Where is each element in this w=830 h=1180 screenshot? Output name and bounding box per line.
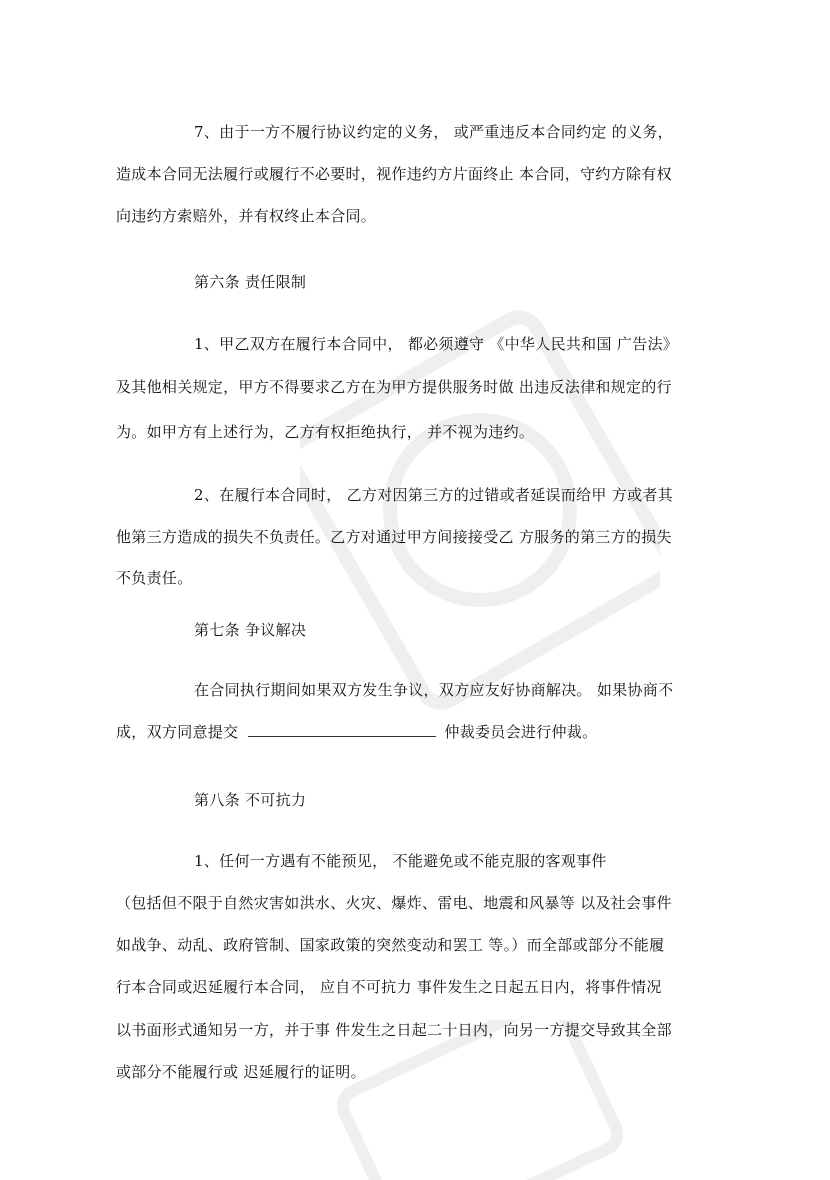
article-6-clause-2-line-3: 不负责任。 [116, 569, 193, 587]
clause-7-line-3: 向违约方索赔外，并有权终止本合同。 [116, 207, 377, 225]
clause-7-line-2: 造成本合同无法履行或履行不必要时，视作违约方片面终止 本合同，守约方除有权 [116, 165, 672, 183]
article-8-clause-1-line-5: 以书面形式通知另一方，并于事 件发生之日起二十日内，向另一方提交导致其全部 [116, 1021, 672, 1039]
clause-7-line-1: 7、由于一方不履行协议约定的义务， 或严重违反本合同约定 的义务， [194, 123, 673, 141]
article-7-text-after-blank: 仲裁委员会进行仲裁。 [444, 723, 598, 741]
article-7-text-line-1: 在合同执行期间如果双方发生争议，双方应友好协商解决。 如果协商不 [194, 681, 674, 699]
watermark-logo-bottom [330, 1020, 630, 1180]
article-7-heading: 第七条 争议解决 [194, 621, 307, 639]
article-6-clause-2-line-1: 2、在履行本合同时， 乙方对因第三方的过错或者延误而给甲 方或者其 [194, 486, 673, 504]
article-8-heading: 第八条 不可抗力 [194, 791, 307, 809]
article-6-heading: 第六条 责任限制 [194, 273, 307, 291]
article-6-clause-1-line-1: 1、甲乙双方在履行本合同中， 都必须遵守 《中华人民共和国 广告法》 [194, 335, 679, 353]
article-7-text-before-blank: 成，双方同意提交 [116, 723, 239, 741]
watermark-logo [300, 300, 660, 720]
article-8-clause-1-line-4: 行本合同或迟延履行本合同， 应自不可抗力 事件发生之日起五日内，将事件情况 [116, 978, 662, 996]
article-8-clause-1-line-6: 或部分不能履行或 迟延履行的证明。 [116, 1063, 366, 1081]
article-8-clause-1-line-1: 1、任何一方遇有不能预见， 不能避免或不能克服的客观事件 [194, 852, 607, 870]
article-8-clause-1-line-2: （包括但不限于自然灾害如洪水、火灾、爆炸、雷电、地震和风暴等 以及社会事件 [116, 894, 672, 912]
arbitration-committee-blank [248, 722, 436, 737]
article-6-clause-1-line-3: 为。如甲方有上述行为，乙方有权拒绝执行， 并不视为违约。 [116, 423, 535, 441]
article-6-clause-1-line-2: 及其他相关规定，甲方不得要求乙方在为甲方提供服务时做 出违反法律和规定的行 [116, 378, 672, 396]
article-8-clause-1-line-3: 如战争、动乱、政府管制、国家政策的突然变动和罢工 等。）而全部或部分不能履 [116, 936, 665, 954]
article-6-clause-2-line-2: 他第三方造成的损失不负责任。乙方对通过甲方间接接受乙 方服务的第三方的损失 [116, 528, 672, 546]
article-7-text-line-2 [116, 722, 597, 742]
